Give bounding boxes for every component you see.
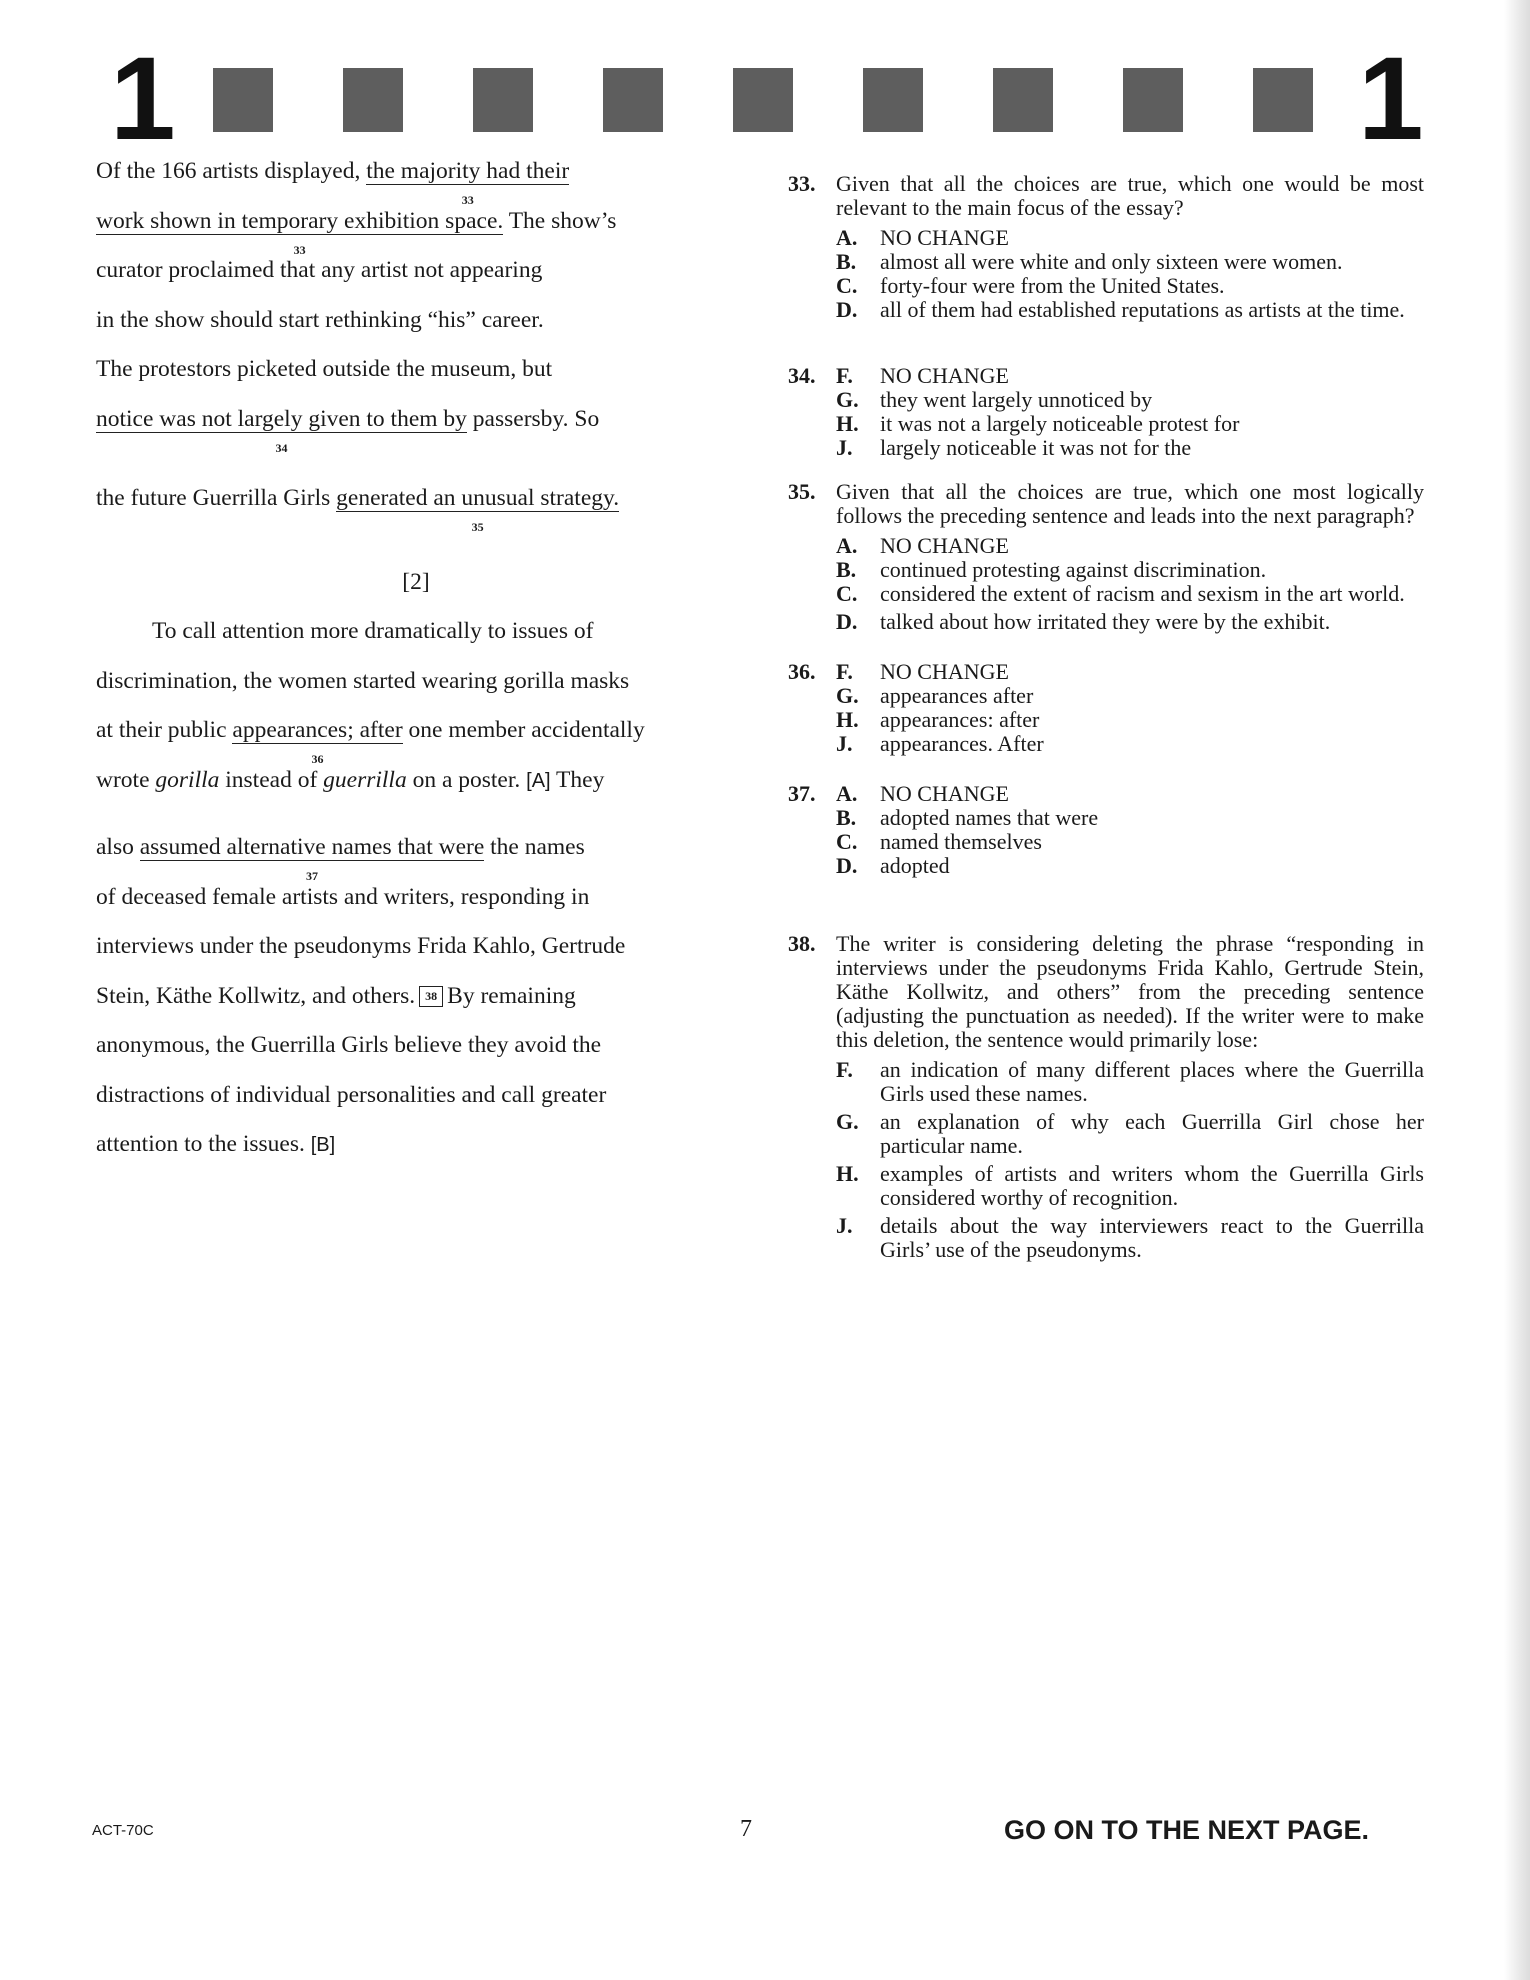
header-square — [1123, 68, 1183, 132]
question-36 — [788, 660, 1424, 756]
answer-option[interactable]: D. all of them had established reputations as artists at the time. — [836, 297, 1405, 322]
answer-option[interactable]: C. named themselves — [836, 829, 1042, 854]
answer-option[interactable]: F. an indication of many different places where the Guerrilla Girls used these names. — [836, 1057, 1424, 1106]
question-33 — [788, 172, 1424, 322]
question-stem: Given that all the choices are true, which one would be most relevant to the main focus of the essay? — [836, 171, 1424, 220]
marker-b: [B] — [310, 1134, 336, 1156]
answer-option[interactable]: G. they went largely unnoticed by — [836, 387, 1153, 412]
section-number-left: 1 — [110, 33, 176, 165]
header-square — [603, 68, 663, 132]
answer-option[interactable]: D. adopted — [836, 853, 950, 878]
question-number: 34. — [788, 363, 816, 388]
answer-option[interactable]: A. NO CHANGE — [836, 225, 1009, 250]
answer-option[interactable]: B. almost all were white and only sixteen were women. — [836, 249, 1343, 274]
underlined-portion-33[interactable]: the majority had their 33 — [366, 158, 569, 185]
answer-option[interactable]: H. examples of artists and writers whom the Guerrilla Girls considered worthy of recognition. — [836, 1161, 1424, 1210]
paragraph-number: [2] — [402, 568, 430, 595]
answer-option[interactable]: H. it was not a largely noticeable protest for — [836, 411, 1240, 436]
section-number-right: 1 — [1358, 33, 1424, 165]
passage-line: anonymous, the Guerrilla Girls believe they avoid the — [96, 1032, 602, 1058]
answer-option[interactable]: B. adopted names that were — [836, 805, 1099, 830]
header-square — [213, 68, 273, 132]
question-number-label: 33 — [293, 242, 306, 257]
passage-line: also assumed alternative names that were 37 the names — [96, 834, 736, 884]
answer-option[interactable]: B. continued protesting against discrimination. — [836, 557, 1267, 582]
question-35 — [788, 480, 1424, 634]
header-square — [993, 68, 1053, 132]
underlined-portion-35[interactable]: generated an unusual strategy. 35 — [336, 485, 619, 512]
question-stem: The writer is considering deleting the phrase “responding in interviews under the pseudonyms Frida Kahlo, Gertrude Stein, Käthe Kollwitz, and others” from the preceding sentence (adjusting the punctuation as needed). If the writer were to make this deletion, the sentence would primarily lose: — [836, 931, 1424, 1052]
passage-line: notice was not largely given to them by 34 passersby. So — [96, 406, 736, 456]
question-number: 35. — [788, 479, 816, 504]
answer-option[interactable]: J. appearances. After — [836, 731, 1044, 756]
answer-option[interactable]: C. forty-four were from the United States. — [836, 273, 1225, 298]
passage-line: the future Guerrilla Girls generated an unusual strategy. 35 — [96, 485, 736, 535]
question-number: 33. — [788, 171, 816, 196]
passage-line: discrimination, the women started wearing gorilla masks — [96, 667, 630, 694]
question-34 — [788, 364, 1424, 460]
header-square — [343, 68, 403, 132]
passage-line: Of the 166 artists displayed, the majority had their 33 — [96, 158, 736, 208]
passage-line: at their public appearances; after 36 one member accidentally — [96, 717, 736, 767]
answer-option[interactable]: J. largely noticeable it was not for the — [836, 435, 1192, 460]
question-number: 38. — [788, 931, 816, 956]
questions-column — [788, 172, 1424, 1262]
header-square — [863, 68, 923, 132]
question-number-label: 34 — [275, 440, 288, 455]
header-square — [733, 68, 793, 132]
test-code: ACT-70C — [92, 1822, 154, 1839]
question-number: 36. — [788, 659, 816, 684]
header-square — [1253, 68, 1313, 132]
question-number: 37. — [788, 781, 816, 806]
question-number-label: 33 — [461, 193, 474, 207]
question-number-label: 35 — [471, 520, 484, 534]
marker-a: [A] — [526, 769, 551, 792]
header-square — [473, 68, 533, 132]
passage-line: of deceased female artists and writers, responding in — [96, 883, 590, 910]
answer-option[interactable]: C. considered the extent of racism and sexism in the art world. — [836, 581, 1405, 606]
underlined-portion-34[interactable]: notice was not largely given to them by 34 — [96, 406, 467, 433]
underlined-portion-36[interactable]: appearances; after 36 — [232, 717, 402, 744]
answer-option[interactable]: G. an explanation of why each Guerrilla Girl chose her particular name. — [836, 1109, 1424, 1158]
answer-option[interactable]: J. details about the way interviewers react to the Guerrilla Girls’ use of the pseudonyms. — [836, 1213, 1424, 1262]
answer-option[interactable]: F. NO CHANGE — [836, 659, 1009, 684]
header-squares — [213, 68, 1313, 132]
page-edge-shadow — [1504, 0, 1530, 1980]
passage-line: wrote gorilla instead of guerrilla on a poster. [A] They — [96, 766, 605, 793]
next-page-notice: GO ON TO THE NEXT PAGE. — [1004, 1815, 1370, 1845]
page-number: 7 — [740, 1816, 752, 1842]
answer-option[interactable]: D. talked about how irritated they were by the exhibit. — [836, 609, 1331, 634]
passage-line: interviews under the pseudonyms Frida Kahlo, Gertrude — [96, 933, 626, 959]
question-stem: Given that all the choices are true, which one most logically follows the preceding sentence and leads into the next paragraph? — [836, 479, 1424, 528]
underlined-portion-33[interactable]: work shown in temporary exhibition space. 33 — [96, 208, 503, 235]
answer-option[interactable]: A. NO CHANGE — [836, 533, 1009, 558]
passage-line: curator proclaimed that any artist not appearing — [96, 257, 543, 283]
underlined-portion-37[interactable]: assumed alternative names that were 37 — [140, 834, 485, 861]
passage-line: Stein, Käthe Kollwitz, and others. 38 By remaining — [96, 982, 576, 1009]
passage-line: attention to the issues. [B] — [96, 1131, 336, 1157]
question-number-label: 37 — [306, 869, 318, 883]
answer-option[interactable]: G. appearances after — [836, 683, 1034, 708]
passage-line: in the show should start rethinking “his” career. — [96, 306, 544, 333]
passage-line: The protestors picketed outside the museum, but — [96, 356, 553, 382]
passage — [96, 158, 736, 1181]
question-37 — [788, 782, 1424, 878]
answer-option[interactable]: H. appearances: after — [836, 707, 1040, 732]
question-38 — [788, 932, 1424, 1262]
boxed-question-number-38[interactable]: 38 — [419, 986, 443, 1007]
answer-option[interactable]: A. NO CHANGE — [836, 781, 1009, 806]
answer-option[interactable]: F. NO CHANGE — [836, 363, 1009, 388]
passage-line: To call attention more dramatically to issues of — [152, 618, 594, 644]
question-number-label: 36 — [311, 752, 324, 766]
passage-line: work shown in temporary exhibition space. 33 The show’s — [96, 208, 736, 258]
passage-line: distractions of individual personalities and call greater — [96, 1081, 607, 1108]
